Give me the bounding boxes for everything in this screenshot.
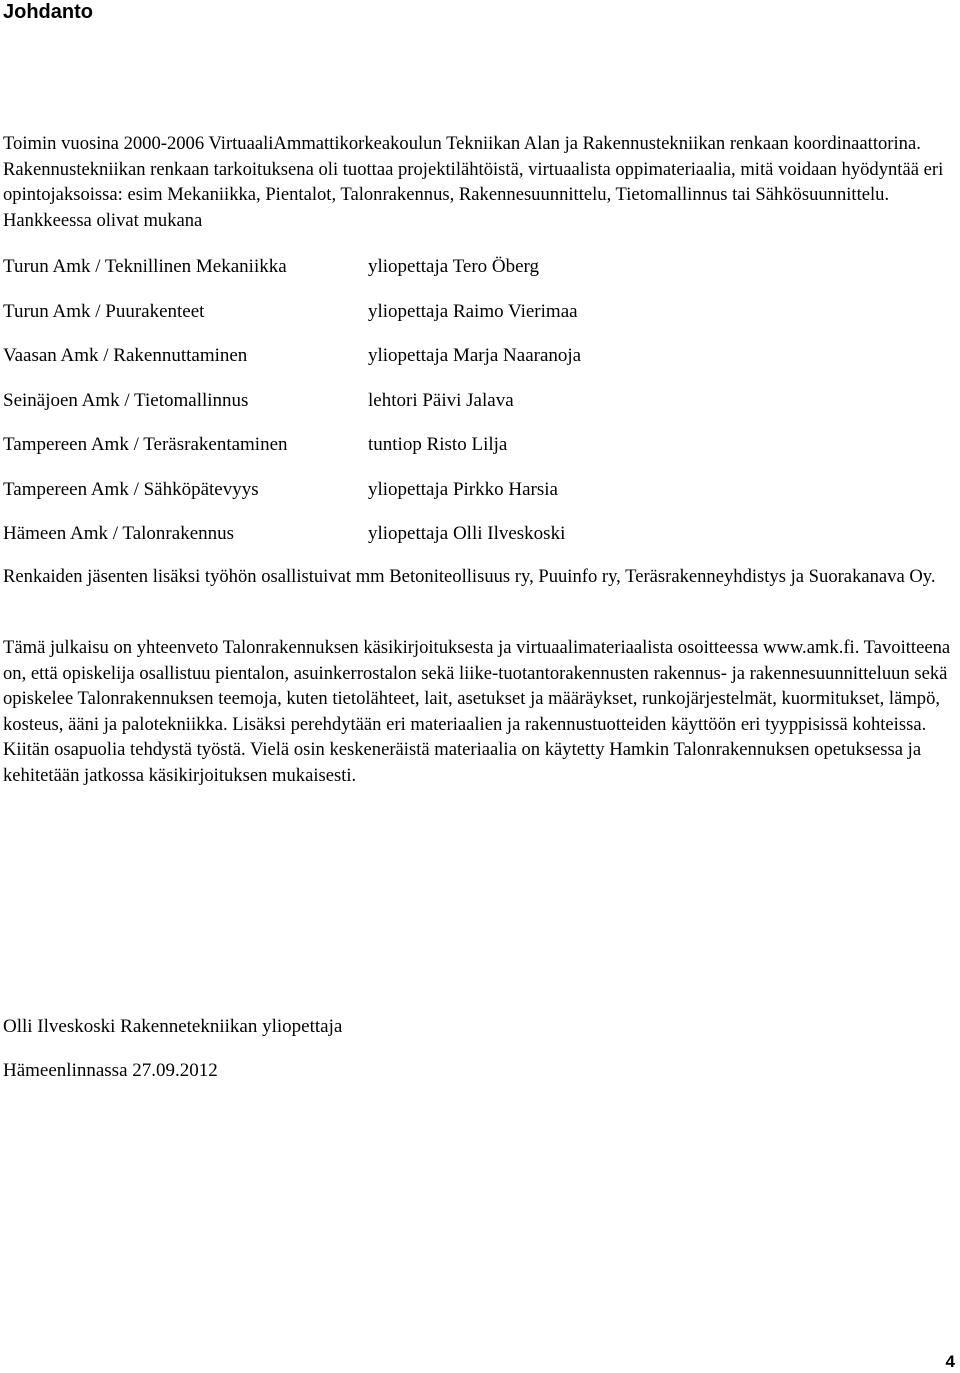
member-unit: Turun Amk / Puurakenteet (3, 300, 205, 322)
member-person: tuntiop Risto Lilja (368, 434, 508, 455)
member-unit: Hämeen Amk / Talonrakennus (3, 523, 235, 544)
member-row (3, 253, 943, 298)
member-person: lehtori Päivi Jalava (368, 389, 514, 411)
member-unit: Tampereen Amk / Teräsrakentaminen (3, 434, 288, 455)
member-unit: Tampereen Amk / Sähköpätevyys (3, 478, 259, 500)
member-person: yliopettaja Olli Ilveskoski (368, 523, 566, 544)
member-row (3, 387, 943, 432)
member-row (3, 431, 943, 476)
member-person: yliopettaja Raimo Vierimaa (368, 300, 578, 322)
signature-place-date: Hämeenlinnassa 27.09.2012 (3, 1060, 218, 1081)
member-unit: Vaasan Amk / Rakennuttaminen (3, 345, 248, 366)
summary-paragraph: Tämä julkaisu on yhteenveto Talonrakennuksen käsikirjoituksesta ja virtuaalimateriaalista osoitteessa www.amk.fi. Tavoitteena on, että opiskelija osallistuu pientalon, asuinkerrostalon sekä liike-tuotantorakennusten rakennus- ja rakennesuunnitteluun sekä opiskelee Talonrakennuksen teemoja, kuten tietolähteet, lait, asetukset ja määräykset, runkojärjestelmät, kuormitukset, lämpö, kosteus, ääni ja palotekniikka. Lisäksi perehdytään eri materiaalien ja rakennustuotteiden käyttöön eri tyyppisissä kohteissa. Kiitän osapuolia tehdystä työstä. Vielä osin keskeneräistä materiaalia on käytetty Hamkin Talonrakennuksen opetuksessa ja kehitetään jatkossa käsikirjoituksen mukaisesti. (3, 637, 951, 786)
member-row (3, 476, 943, 521)
member-row (3, 342, 943, 387)
signature-name: Olli Ilveskoski Rakennetekniikan yliopettaja (3, 1016, 343, 1037)
member-person: yliopettaja Tero Öberg (368, 256, 540, 277)
intro-paragraph: Toimin vuosina 2000-2006 VirtuaaliAmmattikorkeakoulun Tekniikan Alan ja Rakennustekniikan renkaan koordinaattorina. Rakennustekniikan renkaan tarkoituksena oli tuottaa projektilähtöistä, virtuaalista oppimateriaalia, mitä voidaan hyödyntää eri opintojaksoissa: esim Mekaniikka, Pientalot, Talonrakennus, Rakennesuunnittelu, Tietomallinnus tai Sähkösuunnittelu. Hankkeessa olivat mukana (3, 133, 944, 231)
member-list (3, 253, 943, 565)
page-number: 4 (945, 1352, 955, 1371)
member-person: yliopettaja Marja Naaranoja (368, 345, 582, 366)
member-row (3, 520, 943, 565)
member-person: yliopettaja Pirkko Harsia (368, 478, 558, 500)
member-unit: Seinäjoen Amk / Tietomallinnus (3, 389, 249, 411)
member-unit: Turun Amk / Teknillinen Mekaniikka (3, 256, 287, 277)
member-row (3, 298, 943, 343)
partners-paragraph: Renkaiden jäsenten lisäksi työhön osallistuivat mm Betoniteollisuus ry, Puuinfo ry, Teräsrakenneyhdistys ja Suorakanava Oy. (3, 566, 936, 587)
page-title: Johdanto (3, 1, 93, 23)
